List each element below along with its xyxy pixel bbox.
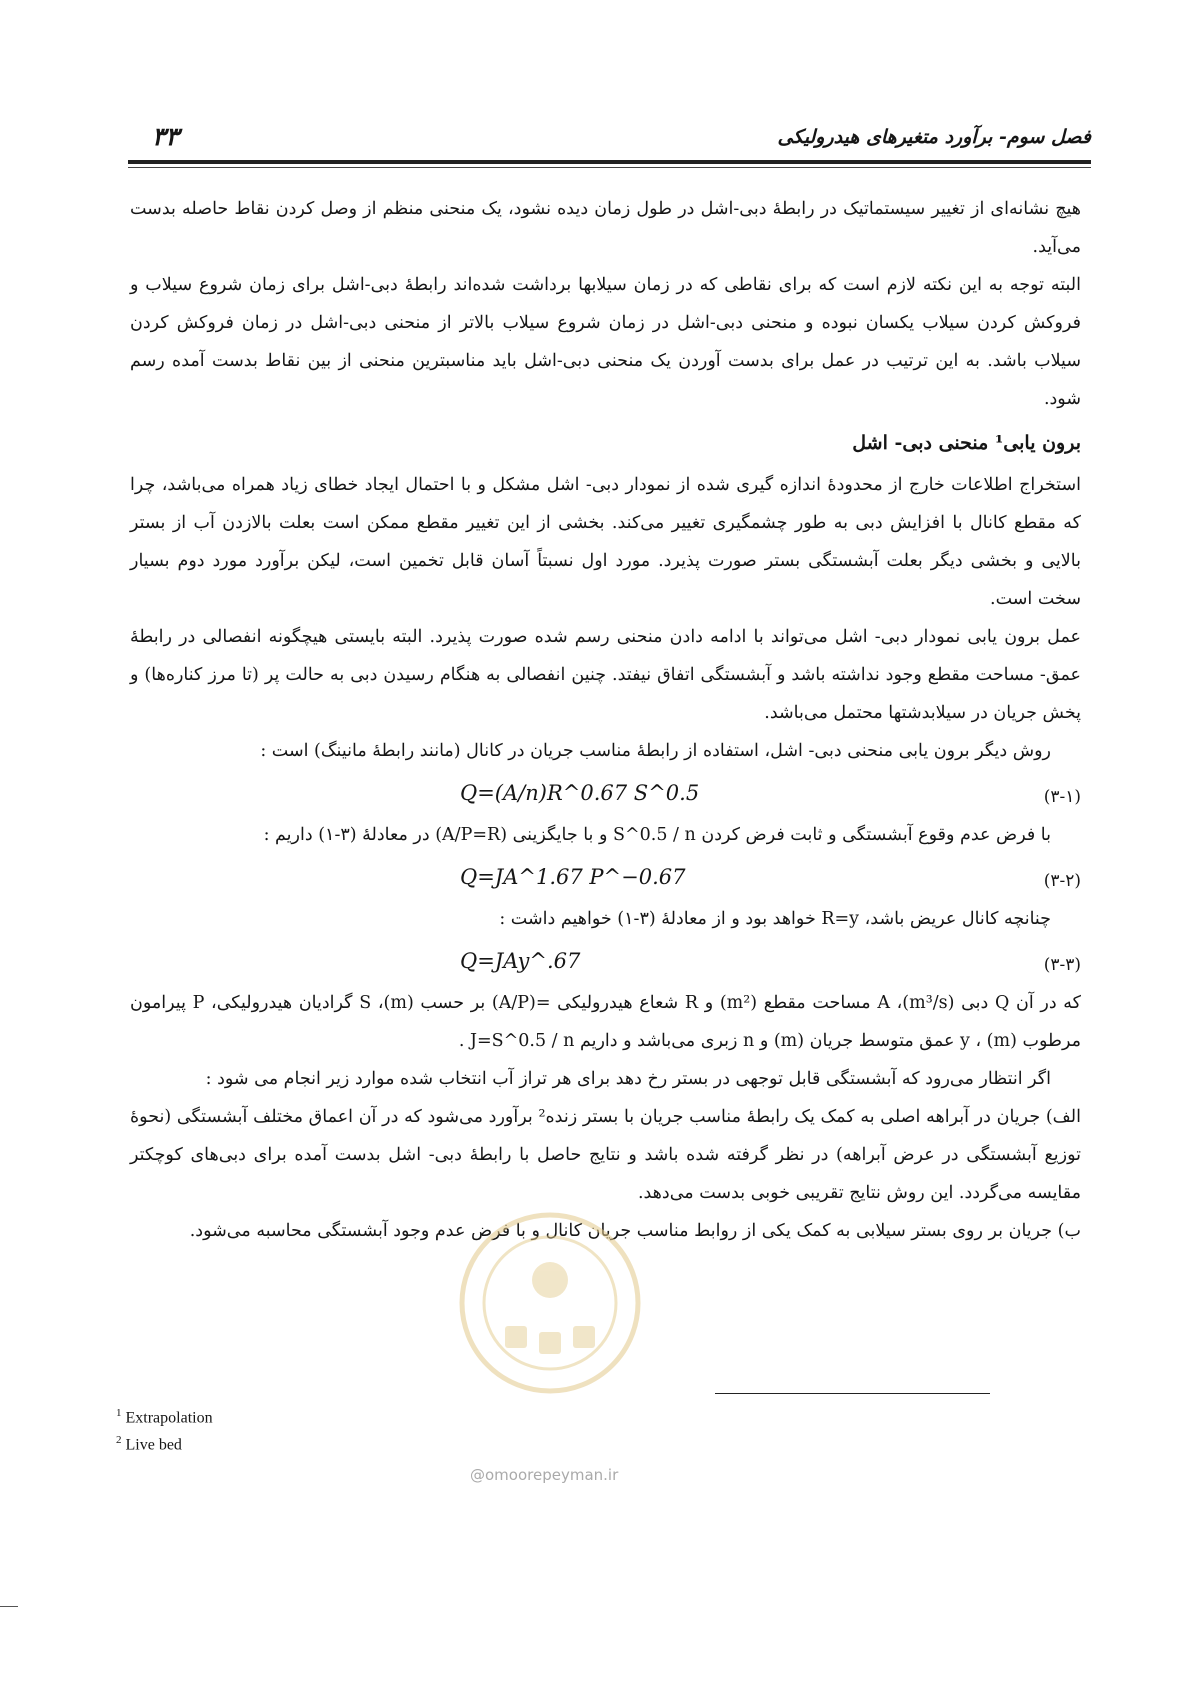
footnote-1-mark: 1 xyxy=(116,1407,122,1419)
header-rule-thin xyxy=(128,167,1091,168)
footnote-rule xyxy=(715,1393,990,1394)
header-rule xyxy=(128,160,1091,164)
paragraph-6: با فرض عدم وقوع آبشستگی و ثابت فرض کردن S^0.5 / n و با جایگزینی (A/P=R) در معادلهٔ (۳-۱) داریم : xyxy=(263,825,1051,845)
footnote-1 xyxy=(116,1402,213,1429)
equation-1 xyxy=(130,770,1081,816)
paragraph-4: عمل برون یابی نمودار دبی- اشل می‌تواند با ادامه دادن منحنی رسم شده صورت پذیرد. البته بایستی هیچگونه انفصالی در رابطهٔ عمق- مساحت مقطع وجود نداشته باشد و آبشستگی اتفاق نیفتد. چنین انفصالی به هنگام رسیدن دبی به حالت پر (تا مرز کناره‌ها) و پخش جریان در سیلابدشتها محتمل می‌باشد. xyxy=(130,627,1081,723)
paragraph-11: ب) جریان بر روی بستر سیلابی به کمک یکی از روابط مناسب جریان کانال و با فرض عدم وجود آبشستگی محاسبه می‌شود. xyxy=(189,1221,1081,1241)
equation-1-number: (۳-۱) xyxy=(1043,787,1081,807)
paragraph-1: هیچ نشانه‌ای از تغییر سیستماتیک در رابطهٔ دبی-اشل در طول زمان دیده نشود، یک منحنی منظم از وصل کردن نقاط حاصله بدست می‌آید. xyxy=(130,199,1081,257)
footnotes xyxy=(116,1402,213,1457)
paragraph-7: چنانچه کانال عریض باشد، R=y خواهد بود و از معادلهٔ (۳-۱) خواهیم داشت : xyxy=(499,909,1051,929)
paragraph-10: الف) جریان در آبراهه اصلی به کمک یک رابطهٔ مناسب جریان با بستر زنده² برآورد می‌شود که در آن اعماق مختلف آبشستگی (نحوهٔ توزیع آبشستگی در عرض آبراهه) در نظر گرفته شده باشد و نتایج حاصل با رابطهٔ دبی- اشل بدست آمده برای دبی‌های کوچکتر مقایسه می‌گردد. این روش نتایج تقریبی خوبی بدست می‌دهد. xyxy=(130,1107,1081,1203)
equation-1-formula: Q=(A/n)R^0.67 S^0.5 xyxy=(460,781,700,805)
page-header xyxy=(128,120,1091,160)
watermark-seal xyxy=(455,1208,645,1398)
paragraph-2: البته توجه به این نکته لازم است که برای نقاطی که در زمان سیلابها برداشت شده‌اند رابطهٔ دبی-اشل برای زمان شروع سیلاب و فروکش کردن سیلاب یکسان نبوده و منحنی دبی-اشل در زمان شروع سیلاب بالاتر از منحنی دبی-اشل در زمان فروکش کردن سیلاب باشد. به این ترتیب در عمل برای بدست آوردن یک منحنی دبی-اشل باید مناسبترین منحنی از بین نقاط بدست آمده رسم شود. xyxy=(130,275,1081,409)
footnote-1-text: Extrapolation xyxy=(125,1409,213,1427)
paragraph-3: استخراج اطلاعات خارج از محدودهٔ اندازه گیری شده از نمودار دبی- اشل مشکل و با احتمال ایجاد خطای زیاد همراه می‌باشد، چرا که مقطع کانال با افزایش دبی به طور چشمگیری تغییر می‌کند. بخشی از این تغییر مقطع ممکن است بعلت بالازدن آب از بستر بالایی و بخشی دیگر بعلت آبشستگی بستر صورت پذیرد. مورد اول نسبتاً آسان قابل تخمین است، لیکن برآورد مورد دوم بسیار سخت است. xyxy=(130,475,1081,609)
section-heading: برون یابی¹ منحنی دبی- اشل xyxy=(852,432,1081,454)
paragraph-5: روش دیگر برون یابی منحنی دبی- اشل، استفاده از رابطهٔ مناسب جریان در کانال (مانند رابطهٔ مانینگ) است : xyxy=(260,741,1051,761)
equation-3-number: (۳-۳) xyxy=(1043,955,1081,975)
equation-3 xyxy=(130,938,1081,984)
body-text xyxy=(130,190,1081,1250)
equation-3-formula: Q=JAy^.67 xyxy=(460,949,581,973)
equation-2 xyxy=(130,854,1081,900)
paragraph-9: اگر انتظار می‌رود که آبشستگی قابل توجهی در بستر رخ دهد برای هر تراز آب انتخاب شده موارد زیر انجام می شود : xyxy=(205,1069,1051,1089)
watermark-site: @omoorepeyman.ir xyxy=(470,1466,619,1484)
paragraph-8: که در آن Q دبی (m³/s)، A مساحت مقطع (m²) و R شعاع هیدرولیکی =(A/P) بر حسب (m)، S گرادیان هیدرولیکی، P پیرامون مرطوب (m) ، y عمق متوسط جریان (m) و n زبری می‌باشد و داریم J=S^0.5 / n . xyxy=(130,993,1082,1051)
margin-mark xyxy=(0,1606,18,1607)
footnote-2 xyxy=(116,1429,213,1456)
footnote-2-text: Live bed xyxy=(125,1436,182,1454)
footnote-2-mark: 2 xyxy=(116,1434,122,1447)
equation-2-formula: Q=JA^1.67 P^−0.67 xyxy=(460,865,686,889)
equation-2-number: (۳-۲) xyxy=(1043,871,1081,891)
chapter-title: فصل سوم- برآورد متغیرهای هیدرولیکی xyxy=(777,126,1091,148)
page-number: ۳۳ xyxy=(152,122,179,151)
